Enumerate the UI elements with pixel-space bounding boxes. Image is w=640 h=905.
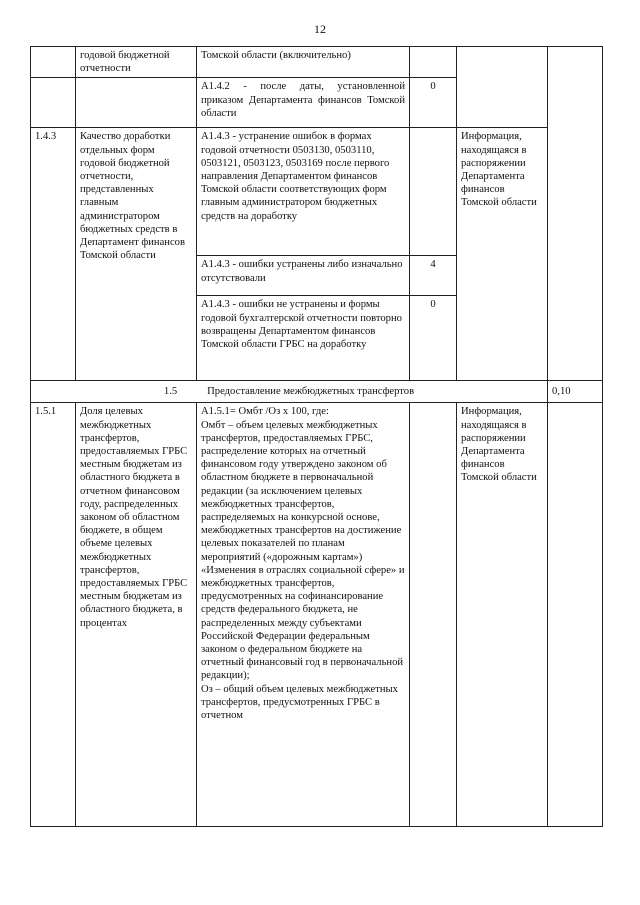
cell-score	[410, 403, 457, 827]
cell-source	[457, 47, 548, 128]
cell-source: Информация, находящаяся в распоряжении Департамента финансов Томской области	[457, 403, 548, 827]
indicator-table	[30, 46, 603, 827]
cell-num: 1.4.3	[31, 128, 76, 381]
cell-num	[31, 47, 76, 78]
section-row	[31, 381, 603, 403]
cell-formula	[197, 403, 410, 827]
cell-score: 0	[410, 78, 457, 128]
formula-main: А1.5.1= Омбт /Оз х 100, где:	[201, 406, 329, 418]
cell-weight	[548, 403, 603, 827]
section-title-cell	[31, 381, 548, 403]
table-row	[31, 403, 603, 827]
cell-score	[410, 128, 457, 256]
cell-source: Информация, находящаяся в распоряжении Департамента финансов Томской области	[457, 128, 548, 381]
cell-formula: А1.4.3 - ошибки устранены либо изначально отсутствовали	[197, 256, 410, 296]
cell-score	[410, 47, 457, 78]
cell-score: 0	[410, 296, 457, 381]
cell-indicator-name: годовой бюджетной отчетности	[76, 47, 197, 78]
formula-definition-1: Омбт – объем целевых межбюджетных трансфертов, предоставляемых ГРБС, распределение которых на отчетный финансовом году утверждено законом об областном бюджете в первоначальной редакции (за исключением целевых межбюджетных трансфертов, распределяемых на конкурсной основе, межбюджетных трансфертов на достижение целевых показателей по планам мероприятий («дорожным картам») «Изменения в отраслях социальной сфере» и межбюджетных трансфертов, предусмотренных на софинансирование средств федерального бюджета, не распределенных между субъектами Российской Федерации федеральным законом о федеральном бюджете на отчетный финансовый год в первоначальной редакции);	[201, 419, 405, 682]
section-weight: 0,10	[548, 381, 603, 403]
table-row	[31, 128, 603, 256]
cell-formula: А1.4.3 - ошибки не устранены и формы годовой бухгалтерской отчетности повторно возвращены Департаментом финансов Томской области ГРБС на доработку	[197, 296, 410, 381]
formula-definition-2: Оз – общий объем целевых межбюджетных трансфертов, предусмотренных ГРБС в отчетном	[201, 683, 398, 722]
cell-weight	[548, 47, 603, 381]
section-title: Предоставление межбюджетных трансфертов	[207, 386, 415, 398]
section-number: 1.5	[163, 386, 178, 398]
table-row	[31, 47, 603, 78]
cell-formula: Томской области (включительно)	[197, 47, 410, 78]
cell-num	[31, 78, 76, 128]
cell-score: 4	[410, 256, 457, 296]
page-number: 12	[314, 22, 326, 36]
cell-formula: А1.4.3 - устранение ошибок в формах годовой отчетности 0503130, 0503110, 0503121, 0503123, 0503169 после первого направления Департаментом финансов Томской области соответствующих форм главным администратором бюджетных средств на доработку	[197, 128, 410, 256]
cell-indicator-name	[76, 78, 197, 128]
cell-formula: А1.4.2 - после даты, установленной приказом Департамента финансов Томской области	[197, 78, 410, 128]
cell-indicator-name: Качество доработки отдельных форм годовой бюджетной отчетности, представленных главным администратором бюджетных средств в Департамент финансов Томской области	[76, 128, 197, 381]
cell-num: 1.5.1	[31, 403, 76, 827]
cell-indicator-name: Доля целевых межбюджетных трансфертов, предоставляемых ГРБС местным бюджетам из областного бюджета в отчетном финансовом году, распределенных законом об областном бюджете, в общем объеме целевых межбюджетных трансфертов, предоставляемых ГРБС местным бюджетам из областного бюджета, в процентах	[76, 403, 197, 827]
